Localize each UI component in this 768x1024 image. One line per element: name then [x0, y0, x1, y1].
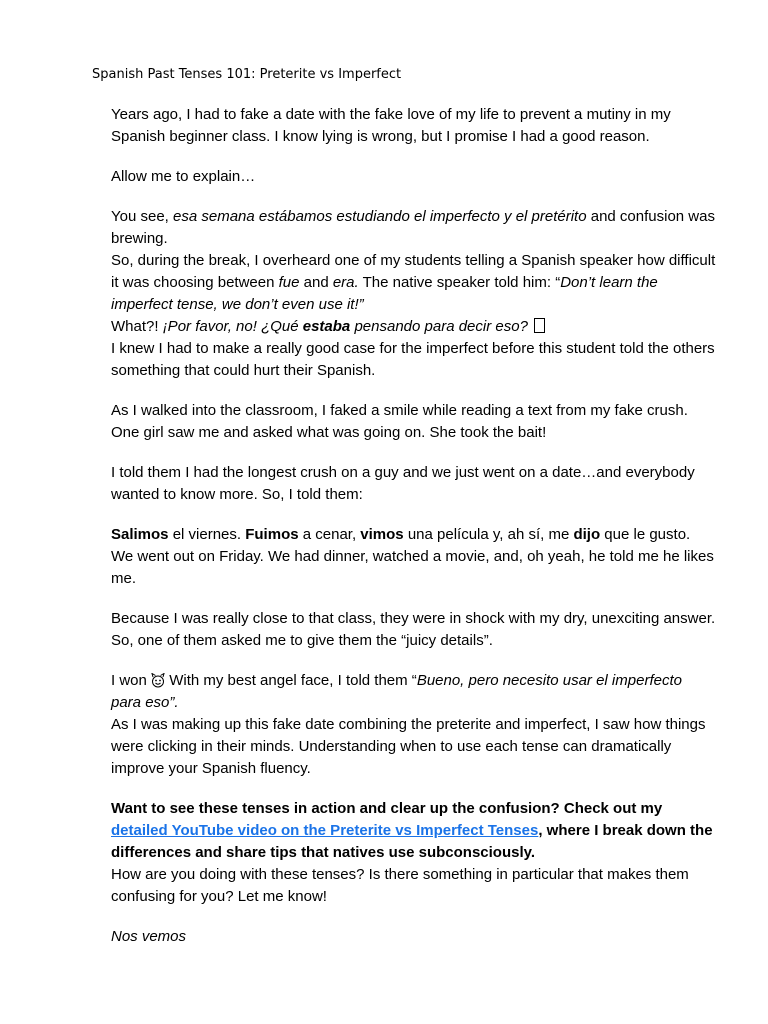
paragraph-sign-off [111, 926, 716, 948]
word-estaba: estaba [302, 318, 351, 335]
word-fue: fue [278, 274, 300, 291]
angel-face-text: With my best angel face, I told them “ [165, 672, 417, 689]
missing-glyph-icon [534, 318, 545, 333]
document-body [111, 104, 716, 966]
paragraph-salimos [111, 524, 716, 590]
paragraph-shock: Because I was really close to that class, they were in shock with my dry, unexciting answer. So, one of them asked me to give them the “juicy details”. [111, 610, 716, 649]
cta-text: Want to see these tenses in action and clear up the confusion? Check out my [111, 800, 663, 817]
word-salimos: Salimos [111, 526, 169, 543]
and-text: and [299, 274, 333, 291]
i-won-text: I won [111, 672, 152, 689]
native-speaker-text: The native speaker told him: “ [358, 274, 561, 291]
gusto-text: que le gusto. [600, 526, 691, 543]
confusion-text: and confusion was brewing. [111, 208, 715, 247]
word-fuimos: Fuimos [245, 526, 299, 543]
paragraph-good-case: I knew I had to make a really good case for the imperfect before this student told the others something that could hurt their Spanish. [111, 340, 715, 379]
translation-text: We went out on Friday. We had dinner, watched a movie, and, oh yeah, he told me he likes me. [111, 548, 714, 587]
paragraph-break [111, 250, 716, 316]
cenar-text: a cenar, [298, 526, 361, 543]
break-text: So, during the break, I overheard one of my students telling a Spanish speaker how difficult it was choosing between [111, 252, 716, 291]
pelicula-text: una película y, ah sí, me [403, 526, 574, 543]
word-vimos: vimos [360, 526, 404, 543]
native-quote: Don’t learn the imperfect tense, we don’t even use it!” [111, 274, 658, 313]
cta-tail-text: , where I break down the differences and share tips that natives use subconsciously. [111, 822, 713, 861]
document-title: Spanish Past Tenses 101: Preterite vs Imperfect [92, 67, 402, 82]
pensando-text: pensando para decir eso? [350, 318, 528, 335]
word-dijo: dijo [573, 526, 601, 543]
paragraph-classroom: As I walked into the classroom, I faked a smile while reading a text from my fake crush. One girl saw me and asked what was going on. She took the bait! [111, 402, 688, 441]
por-favor-text: ¡Por favor, no! ¿Qué [162, 318, 303, 335]
paragraph-intro: Years ago, I had to fake a date with the fake love of my life to prevent a mutiny in my Spanish beginner class. I know lying is wrong, but I promise I had a good reason. [111, 106, 671, 145]
paragraph-what [111, 316, 716, 338]
smiling-devil-face-icon [151, 673, 165, 688]
paragraph-you-see [111, 206, 716, 250]
paragraph-explain: Allow me to explain… [111, 168, 256, 185]
paragraph-won [111, 670, 716, 714]
spanish-quote-week: esa semana estábamos estudiando el imperfecto y el pretérito [173, 208, 587, 225]
bueno-quote: Bueno, pero necesito usar el imperfecto para eso”. [111, 672, 682, 711]
nos-vemos-text: Nos vemos [111, 928, 187, 945]
you-see-text: You see, [111, 208, 173, 225]
word-era: era. [332, 274, 359, 291]
viernes-text: el viernes. [168, 526, 246, 543]
paragraph-question: How are you doing with these tenses? Is there something in particular that makes them confusing for you? Let me know! [111, 866, 689, 905]
paragraph-cta [111, 798, 716, 864]
youtube-video-link[interactable]: detailed YouTube video on the Preterite vs Imperfect Tenses [111, 822, 539, 839]
paragraph-making-up: As I was making up this fake date combining the preterite and imperfect, I saw how things were clicking in their minds. Understanding when to use each tense can dramatically improve your Spanish fluency. [111, 716, 706, 777]
paragraph-crush: I told them I had the longest crush on a guy and we just went on a date…and everybody wanted to know more. So, I told them: [111, 464, 695, 503]
what-text: What?! [111, 318, 163, 335]
